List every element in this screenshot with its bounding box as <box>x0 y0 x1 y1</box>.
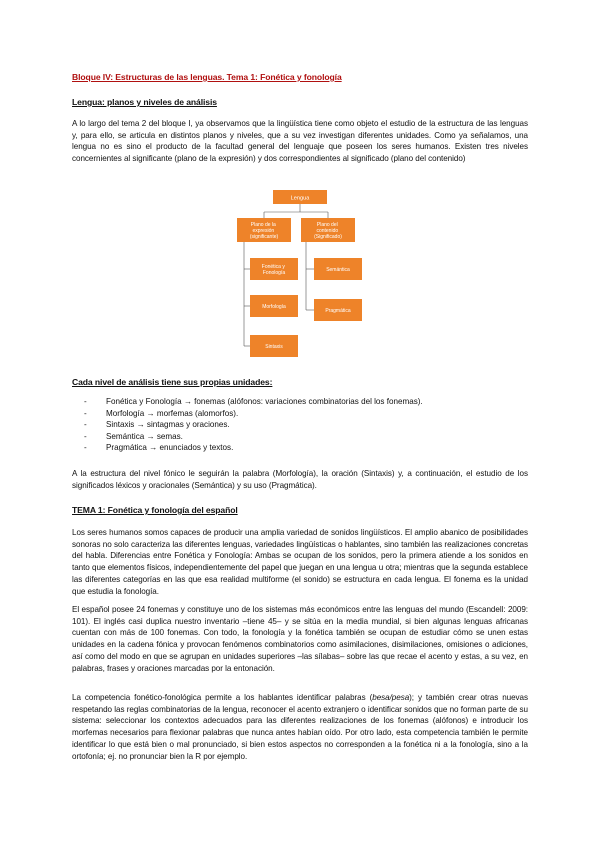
section-heading-unidades: Cada nivel de análisis tiene sus propias unidades: <box>72 377 273 387</box>
section-heading-planos: Lengua: planos y niveles de análisis <box>72 97 217 107</box>
diagram-item-morfologia-label: Morfología <box>262 304 286 310</box>
levels-paragraph: A la estructura del nivel fónico le seguirán la palabra (Morfología), la oración (Sintaxis) y, a continuación, el estudio de los significados léxicos y oracionales (Semántica) y su uso (Pragmática). <box>72 469 528 490</box>
levels-diagram <box>232 180 368 361</box>
phonetics-paragraph-2: El español posee 24 fonemas y constituye uno de los sistemas más económicos entre las lenguas del mundo (Escandell: 2009: 101). El inglés casi duplica nuestro inventario –tiene 45– y se sitúa en la media mundial, si bien algunas lenguas africanas cuentan con más de 100 fonemas. Con todo, la fonología y la fonética también se ocupan de estudiar cómo se unen estas unidades en la cadena fónica y provocan fenómenos combinatorios como asimilaciones, disimilaciones, omisiones o adiciones, así como del modo en que se agrupan en unidades superiores –las sílabas– sobre las que recae el acento y estas, a su vez, en palabras, frases y oraciones marcadas por la entonación. <box>72 605 528 673</box>
list-item: - Semántica → semas. <box>84 431 183 441</box>
section-heading-tema1: TEMA 1: Fonética y fonología del español <box>72 505 238 515</box>
document-title: Bloque IV: Estructuras de las lenguas. Tema 1: Fonética y fonología <box>72 72 342 82</box>
list-item: - Sintaxis → sintagmas y oraciones. <box>84 420 230 430</box>
phonetics-paragraph-1: Los seres humanos somos capaces de producir una amplia variedad de sonidos lingüísticos. El amplio abanico de posibilidades sonoras no solo caracteriza las diferentes lenguas, variedades lingüísticas o hablantes, sino también las realizaciones concretas del habla. Diferencias entre Fonética y Fonología: Ambas se ocupan de los sonidos, pero la primera atiende a los sonidos en tanto que elementos físicos, independientemente del papel que juegan en una lengua u otra; mientras que la segunda establece las diferentes categorías en las que esa realidad multiforme (el sonido) se estructura en cada lengua. El fonema es la unidad que estudia la fonología. <box>72 528 528 596</box>
diagram-left-branch-label: Plano de la expresión (significante) <box>249 222 279 240</box>
units-list <box>84 396 423 454</box>
diagram-root-label: Lengua <box>290 195 310 202</box>
diagram-right-branch-label: Plano del contenido (Significado) <box>314 222 342 240</box>
diagram-item-pragmatica-label: Pragmática <box>325 308 351 314</box>
diagram-item-fonetica-label: Fonética y Fonología <box>261 264 286 276</box>
list-item: - Morfología → morfemas (alomorfos). <box>84 408 239 418</box>
diagram-item-sintaxis-label: Sintaxis <box>265 344 283 350</box>
phonetics-paragraph-3: La competencia fonético-fonológica permite a los hablantes identificar palabras (besa/pesa); y también crear otras nuevas respetando las reglas combinatorias de la lengua, reconocer el acento extranjero o identificar sonidos que no forman parte de su sistema: seleccionar los contextos adecuados para las diferentes realizaciones de los fonemas (alófonos) e introducir los morfemas necesarios para flexionar palabras que nunca antes habían oído. Por otro lado, esta competencia también le permite identificar lo que está bien o mal pronunciado, si bien estos aspectos no corresponden a la fonética ni a la fonología, sino a la ortofonía; ej. no pronunciar bien la R por ejemplo. <box>72 693 528 761</box>
intro-paragraph: A lo largo del tema 2 del bloque I, ya observamos que la lingüística tiene como objeto el estudio de la estructura de las lenguas y, para ello, se articula en distintos planos y niveles, que a su vez investigan diferentes unidades. Como ya señalamos, una lengua no es sino el producto de la facultad general del lenguaje que poseen los seres humanos. Existen tres niveles concernientes al significante (plano de la expresión) y dos correspondientes al significado (plano del contenido) <box>72 119 528 164</box>
list-item: - Fonética y Fonología → fonemas (alófonos: variaciones combinatorias del los fonemas). <box>84 397 423 406</box>
diagram-item-semantica-label: Semántica <box>326 267 350 273</box>
list-item: - Pragmática → enunciados y textos. <box>84 443 234 453</box>
